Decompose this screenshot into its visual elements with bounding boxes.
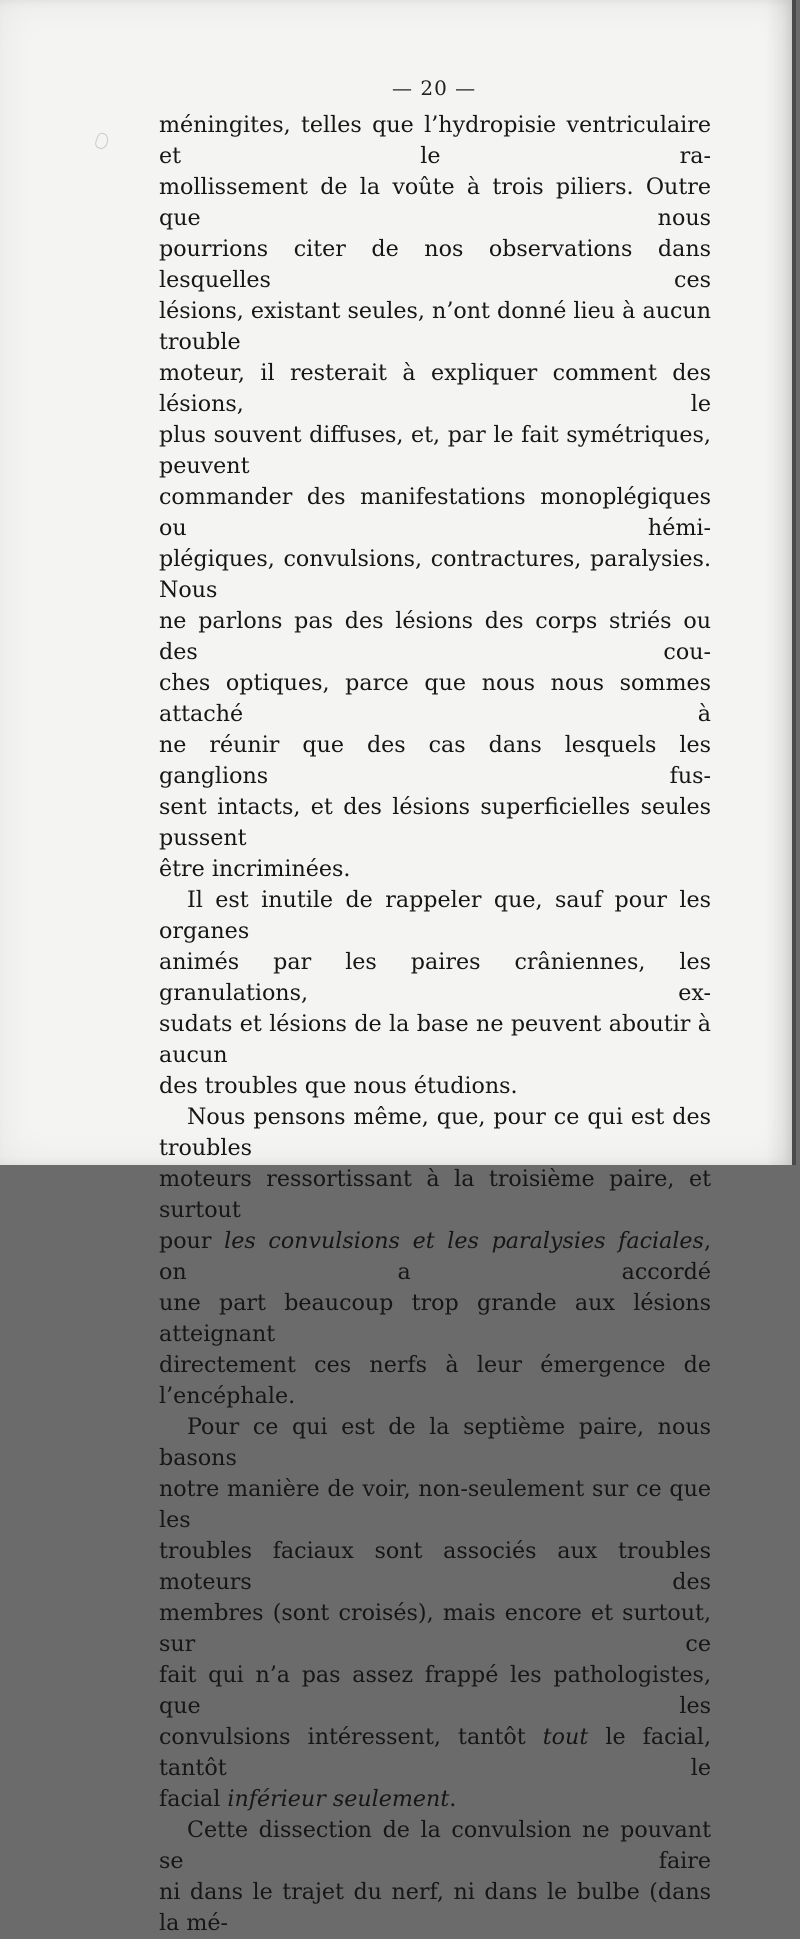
text-line (159, 1877, 711, 1939)
page-edge (792, 0, 796, 1165)
body-text (159, 110, 711, 1939)
text-run: être incriminées. (159, 856, 351, 882)
paragraph-3 (159, 1102, 711, 1412)
text-run: notre manière de voir, non-seulement sur ce que les (159, 1476, 711, 1533)
text-line (159, 885, 711, 947)
page-number: — 20 — (392, 76, 477, 100)
text-run: . (449, 1786, 457, 1812)
text-run: moteurs ressortissant à la troisième paire, et surtout (159, 1166, 711, 1223)
text-run: une part beaucoup trop grande aux lésions atteignant (159, 1290, 711, 1347)
text-run: Nous pensons même, que, pour ce qui est des troubles (159, 1104, 711, 1161)
text-run: plégiques, convulsions, contractures, paralysies. Nous (159, 546, 711, 603)
text-run: plus souvent diffuses, et, par le fait symétriques, peuvent (159, 422, 711, 479)
text-line (159, 1660, 711, 1722)
italic-text-run: tout (542, 1724, 589, 1750)
text-line (159, 1598, 711, 1660)
text-line (159, 1536, 711, 1598)
text-run: facial (159, 1786, 228, 1812)
text-line (159, 1815, 711, 1877)
margin-mark (94, 131, 111, 150)
text-line (159, 1226, 711, 1288)
text-run: membres (sont croisés), mais encore et surtout, sur ce (159, 1600, 711, 1657)
text-run: animés par les paires crâniennes, les granulations, ex- (159, 949, 711, 1006)
text-run: mollissement de la voûte à trois piliers. Outre que nous (159, 174, 711, 231)
text-run: des troubles que nous étudions. (159, 1073, 518, 1099)
text-run: ne réunir que des cas dans lesquels les ganglions fus- (159, 732, 711, 789)
text-run: ni dans le trajet du nerf, ni dans le bulbe (dans la mé- (159, 1879, 711, 1936)
text-line (159, 854, 711, 885)
paragraph-5 (159, 1815, 711, 1939)
text-line (159, 1102, 711, 1164)
text-line (159, 947, 711, 1009)
text-line (159, 606, 711, 668)
text-line (159, 1071, 711, 1102)
text-line (159, 792, 711, 854)
text-line (159, 296, 711, 358)
text-run: lésions, existant seules, n’ont donné lieu à aucun trouble (159, 298, 711, 355)
text-run: sudats et lésions de la base ne peuvent aboutir à aucun (159, 1011, 711, 1068)
text-run: pourrions citer de nos observations dans lesquelles ces (159, 236, 711, 293)
text-run: sent intacts, et des lésions superficielles seules pussent (159, 794, 711, 851)
text-line (159, 234, 711, 296)
text-run: , on a accordé (159, 1228, 711, 1285)
text-run: Il est inutile de rappeler que, sauf pour les organes (159, 887, 711, 944)
text-run: Cette dissection de la convulsion ne pouvant se faire (159, 1817, 711, 1874)
text-line (159, 1412, 711, 1474)
text-line (159, 1474, 711, 1536)
text-line (159, 358, 711, 420)
paragraph-2 (159, 885, 711, 1102)
paragraph-4 (159, 1412, 711, 1815)
text-run: ne parlons pas des lésions des corps striés ou des cou- (159, 608, 711, 665)
text-run: directement ces nerfs à leur émergence de l’encéphale. (159, 1352, 711, 1409)
text-run: fait qui n’a pas assez frappé les pathologistes, que les (159, 1662, 711, 1719)
text-line (159, 1722, 711, 1784)
text-run: Pour ce qui est de la septième paire, nous basons (159, 1414, 711, 1471)
text-run: méningites, telles que l’hydropisie ventriculaire et le ra- (159, 112, 711, 169)
italic-text-run: les convulsions et les paralysies faciales (224, 1228, 704, 1254)
text-line (159, 1350, 711, 1412)
italic-text-run: inférieur seulement (227, 1786, 450, 1812)
text-run: pour (159, 1228, 225, 1254)
text-line (159, 730, 711, 792)
text-line (159, 668, 711, 730)
text-run: ches optiques, parce que nous nous sommes attaché à (159, 670, 711, 727)
text-run: le facial, tantôt le (159, 1724, 712, 1781)
text-line (159, 110, 711, 172)
text-line (159, 1288, 711, 1350)
text-line (159, 1784, 711, 1815)
text-line (159, 482, 711, 544)
text-run: convulsions intéressent, tantôt (159, 1724, 543, 1750)
text-run: commander des manifestations monoplégiques ou hémi- (159, 484, 711, 541)
text-line (159, 1164, 711, 1226)
text-line (159, 1009, 711, 1071)
text-run: moteur, il resterait à expliquer comment des lésions, le (159, 360, 711, 417)
paragraph-1 (159, 110, 711, 885)
text-line (159, 420, 711, 482)
text-run: troubles faciaux sont associés aux troubles moteurs des (159, 1538, 711, 1595)
text-line (159, 544, 711, 606)
text-line (159, 172, 711, 234)
